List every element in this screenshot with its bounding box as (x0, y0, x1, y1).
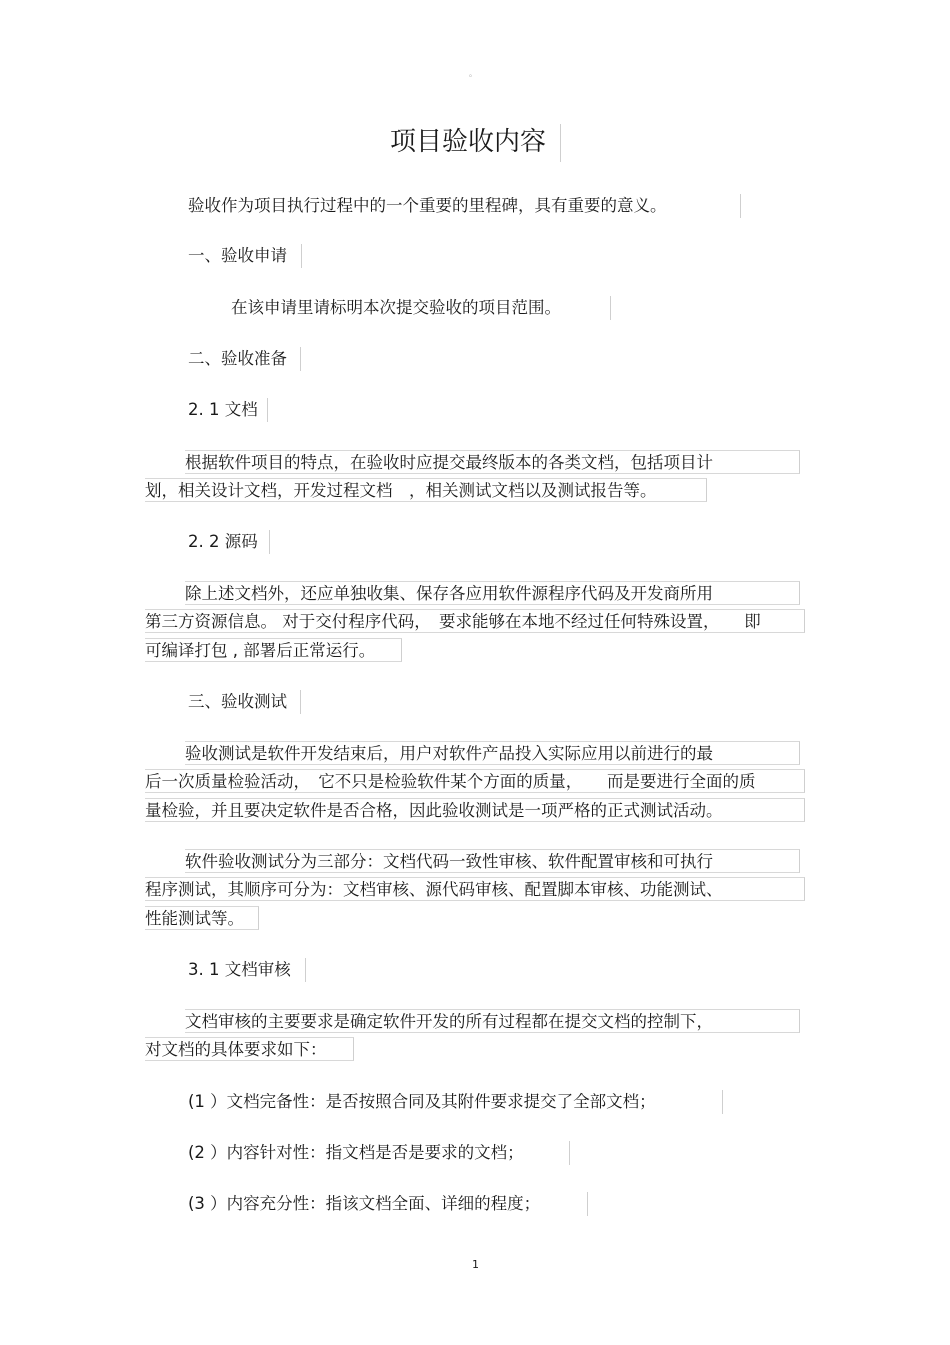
paragraph-line: 软件验收测试分为三部分：文档代码一致性审核、软件配置审核和可执行 (185, 849, 800, 873)
paragraph-line: 量检验，并且要决定软件是否合格，因此验收测试是一项严格的正式测试活动。 (145, 798, 805, 822)
intro-paragraph: 验收作为项目执行过程中的一个重要的里程碑，具有重要的意义。 (188, 194, 741, 218)
paragraph-line: 文档审核的主要要求是确定软件开发的所有过程都在提交文档的控制下， (185, 1009, 800, 1033)
paragraph-line: 第三方资源信息。 对于交付程序代码， 要求能够在本地不经过任何特殊设置， 即 (145, 609, 805, 633)
paragraph-line: 性能测试等。 (145, 906, 259, 930)
paragraph-line: 验收测试是软件开发结束后，用户对软件产品投入实际应用以前进行的最 (185, 741, 800, 765)
list-item: (3 ）内容充分性：指该文档全面、详细的程度； (188, 1192, 588, 1216)
paragraph-line: 除上述文档外，还应单独收集、保存各应用软件源程序代码及开发商所用 (185, 581, 800, 605)
paragraph-line: 程序测试，其顺序可分为：文档审核、源代码审核、配置脚本审核、功能测试、 (145, 877, 805, 901)
paragraph-line: 对文档的具体要求如下： (145, 1037, 354, 1061)
list-item: (1 ）文档完备性：是否按照合同及其附件要求提交了全部文档； (188, 1090, 723, 1114)
paragraph-line: 后一次质量检验活动， 它不只是检验软件某个方面的质量， 而是要进行全面的质 (145, 769, 805, 793)
section-heading-2: 二、验收准备 (188, 347, 301, 371)
section-heading-3: 三、验收测试 (188, 690, 301, 714)
paragraph-line: 划，相关设计文档，开发过程文档 ，相关测试文档以及测试报告等。 (145, 478, 707, 502)
subsection-2-1: 2. 1 文档 (188, 398, 268, 422)
page-number: 1 (472, 1258, 479, 1271)
subsection-3-1: 3. 1 文档审核 (188, 958, 306, 982)
subsection-2-2: 2. 2 源码 (188, 530, 270, 554)
paragraph-line: 可编译打包 , 部署后正常运行。 (145, 638, 402, 662)
paragraph-line: 根据软件项目的特点，在验收时应提交最终版本的各类文档，包括项目计 (185, 450, 800, 474)
list-item: (2 ）内容针对性：指文档是否是要求的文档； (188, 1141, 570, 1165)
header-mark: 。 (469, 69, 477, 78)
page-title: 项目验收内容 (390, 124, 561, 162)
section-1-body: 在该申请里请标明本次提交验收的项目范围。 (231, 296, 611, 320)
section-heading-1: 一、验收申请 (188, 244, 302, 268)
